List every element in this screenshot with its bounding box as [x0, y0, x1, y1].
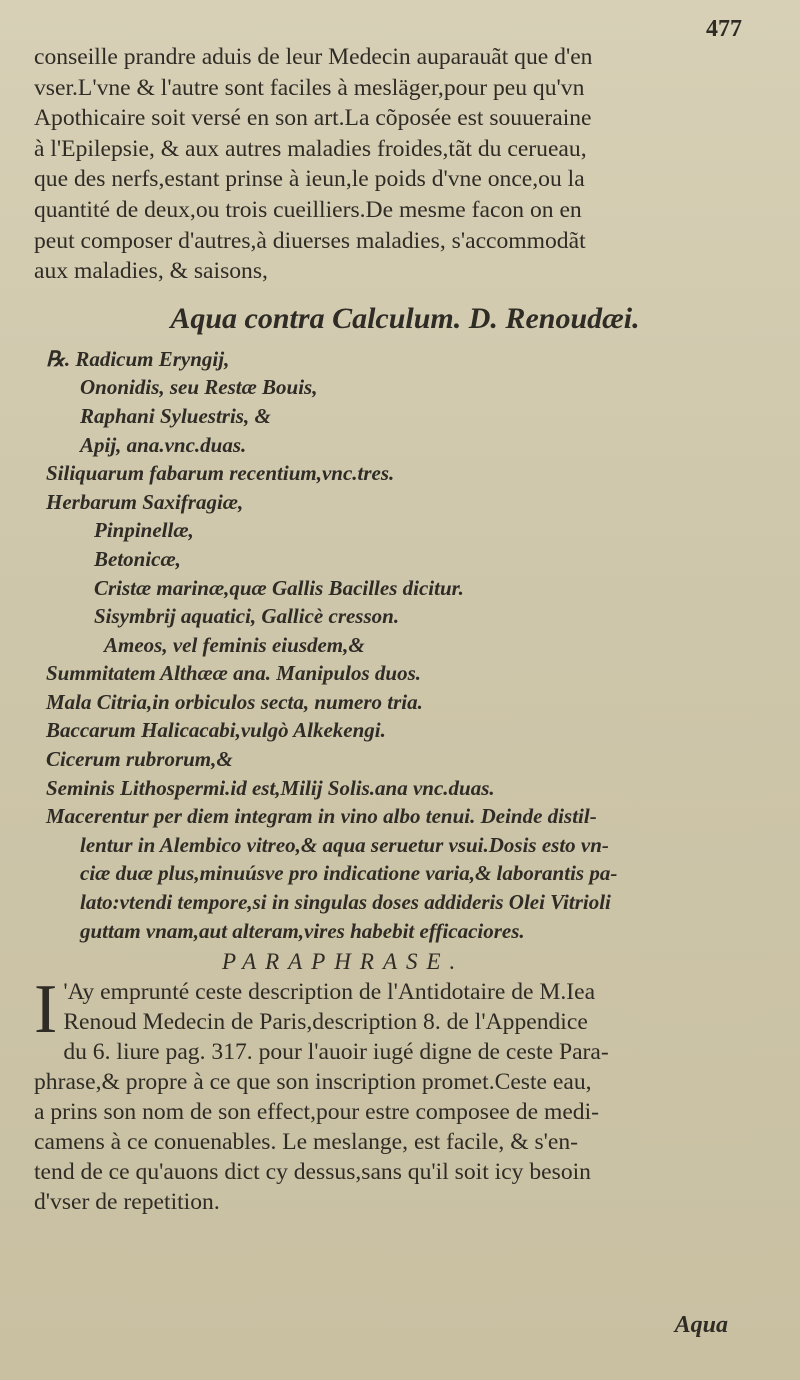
text-line: à l'Epilepsie, & aux autres maladies froides,tãt du cerueau, [34, 135, 587, 162]
text-line: tend de ce qu'auons dict cy dessus,sans qu'il soit icy besoin [34, 1159, 591, 1186]
text-line: que des nerfs,estant prinse à ieun,le poids d'vne once,ou la [34, 166, 585, 193]
recipe-text [34, 345, 776, 945]
text-line: peut composer d'autres,à diuerses maladies, s'accommodãt [34, 227, 586, 254]
recipe-line: Ononidis, seu Restæ Bouis, [80, 375, 318, 400]
text-line: du 6. liure pag. 317. pour l'auoir iugé digne de ceste Para- [63, 1039, 609, 1066]
recipe-line: Siliquarum fabarum recentium,vnc.tres. [46, 461, 395, 486]
recipe-line: Summitatem Althææ ana. Manipulos duos. [46, 661, 421, 686]
recipe-line: Cristæ marinæ,quæ Gallis Bacilles dicitur. [94, 575, 464, 600]
text-line: 'Ay emprunté ceste description de l'Antidotaire de M.Iea [63, 979, 596, 1006]
paraphrase-title: PARAPHRASE. [222, 949, 465, 975]
text-line: a prins son nom de son effect,pour estre composee de medi- [34, 1099, 599, 1126]
recipe-line: Cicerum rubrorum,& [46, 747, 233, 772]
paraphrase-paragraph [34, 971, 776, 1217]
recipe-line: Pinpinellæ, [94, 518, 194, 543]
catchword: Aqua [674, 1312, 728, 1338]
recipe-line: Mala Citria,in orbiculos secta, numero tria. [46, 689, 423, 714]
recipe-line: Baccarum Halicacabi,vulgò Alkekengi. [46, 718, 386, 743]
text-line: Renoud Medecin de Paris,description 8. de l'Appendice [63, 1009, 588, 1036]
recipe-line: lentur in Alembico vitreo,& aqua seruetur vsui.Dosis esto vn- [80, 832, 609, 857]
intro-paragraph [34, 42, 776, 287]
text-line: camens à ce conuenables. Le meslange, est facile, & s'en- [34, 1129, 579, 1156]
recipe-line: Raphani Syluestris, & [80, 403, 271, 428]
text-line: d'vser de repetition. [34, 1189, 220, 1216]
recipe-heading: Aqua contra Calculum. D. Renoudæi. [170, 301, 640, 335]
recipe-line: lato:vtendi tempore,si in singulas doses addideris Olei Vitrioli [80, 890, 611, 915]
text-line: conseille prandre aduis de leur Medecin auparauãt que d'en [34, 44, 593, 70]
recipe-line: guttam vnam,aut alteram,vires habebit efficaciores. [80, 918, 525, 943]
recipe-line: ciæ duæ plus,minuúsve pro indicatione varia,& laborantis pa- [80, 861, 618, 886]
recipe-line: Ameos, vel feminis eiusdem,& [104, 632, 365, 657]
recipe-line: Apij, ana.vnc.duas. [80, 432, 247, 457]
text-line: quantité de deux,ou trois cueilliers.De mesme facon on en [34, 196, 582, 223]
page-number: 477 [706, 16, 742, 42]
recipe-line: Macerentur per diem integram in vino albo tenui. Deinde distil- [46, 804, 597, 829]
text-line: aux maladies, & saisons, [34, 258, 268, 285]
recipe-line: Sisymbrij aquatici, Gallicè cresson. [94, 604, 400, 629]
drop-cap: I [34, 971, 58, 1049]
recipe-line: ℞. Radicum Eryngij, [46, 346, 230, 371]
text-line: vser.L'vne & l'autre sont faciles à mesläger,pour peu qu'vn [34, 74, 585, 101]
recipe-line: Herbarum Saxifragiæ, [46, 489, 244, 514]
text-line: Apothicaire soit versé en son art.La cõposée est souueraine [34, 105, 592, 132]
text-line: phrase,& propre à ce que son inscription promet.Ceste eau, [34, 1069, 592, 1096]
recipe-line: Betonicæ, [94, 546, 181, 571]
recipe-line: Seminis Lithospermi.id est,Milij Solis.ana vnc.duas. [46, 775, 495, 800]
